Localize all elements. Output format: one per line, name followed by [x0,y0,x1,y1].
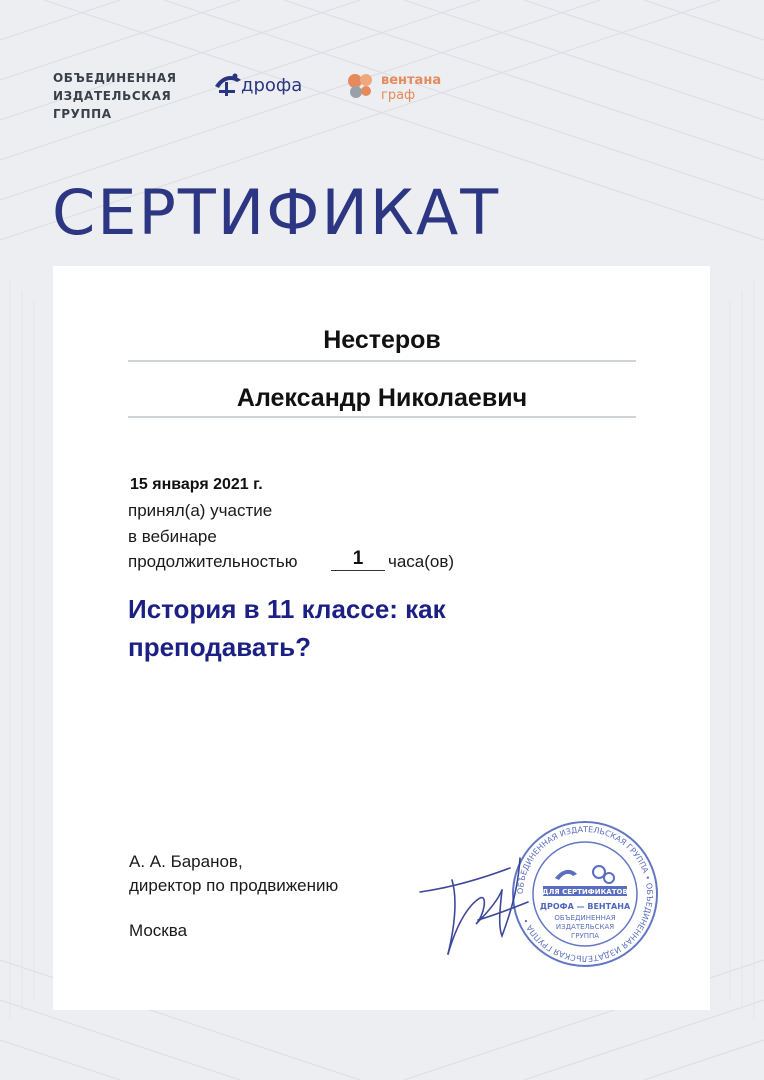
participation-text-1: принял(а) участие [128,501,273,520]
stamp-label-bottom-3: ГРУППА [570,932,600,940]
publisher-group-name [53,69,177,123]
handwritten-signature [418,850,558,960]
webinar-title: История в 11 классе: как преподавать? [128,594,446,662]
duration-label: продолжительностью [128,552,298,571]
given-names-underline [128,416,636,418]
surname-underline [128,360,636,362]
publisher-line-1: ОБЪЕДИНЕННАЯ [53,71,177,85]
ventana-logo-text-2: граф [381,88,416,103]
city: Москва [129,921,188,940]
stamp-label-bottom-1: ОБЪЕДИНЕННАЯ [554,914,616,922]
signer-role: директор по продвижению [129,876,339,895]
drofa-logo-text: дрофа [241,75,303,96]
duration-unit: часа(ов) [388,552,455,571]
event-date: 15 января 2021 г. [130,476,263,493]
recipient-surname: Нестеров [323,326,441,354]
publisher-line-2: ИЗДАТЕЛЬСКАЯ [53,89,172,103]
duration-value: 1 [331,548,385,571]
ventana-logo-icon [345,70,377,102]
stamp-label-bottom-2: ИЗДАТЕЛЬСКАЯ [555,923,615,931]
stamp-label-main: ДРОФА — ВЕНТАНА [539,902,631,911]
participation-text-2: в вебинаре [128,527,217,546]
ventana-logo-text-1: вентана [381,73,442,88]
publisher-line-3: ГРУППА [53,107,112,121]
signer-name: А. А. Баранов, [129,852,243,871]
stamp-label-top: ДЛЯ СЕРТИФИКАТОВ [542,888,628,896]
recipient-given-names: Александр Николаевич [236,384,528,412]
certificate-title: СЕРТИФИКАТ [52,176,501,249]
stamp-ring-text: ОБЪЕДИНЕННАЯ ИЗДАТЕЛЬСКАЯ ГРУППА • ОБЪЕДИНЕННАЯ ИЗДАТЕЛЬСКАЯ ГРУППА • [515,824,655,964]
